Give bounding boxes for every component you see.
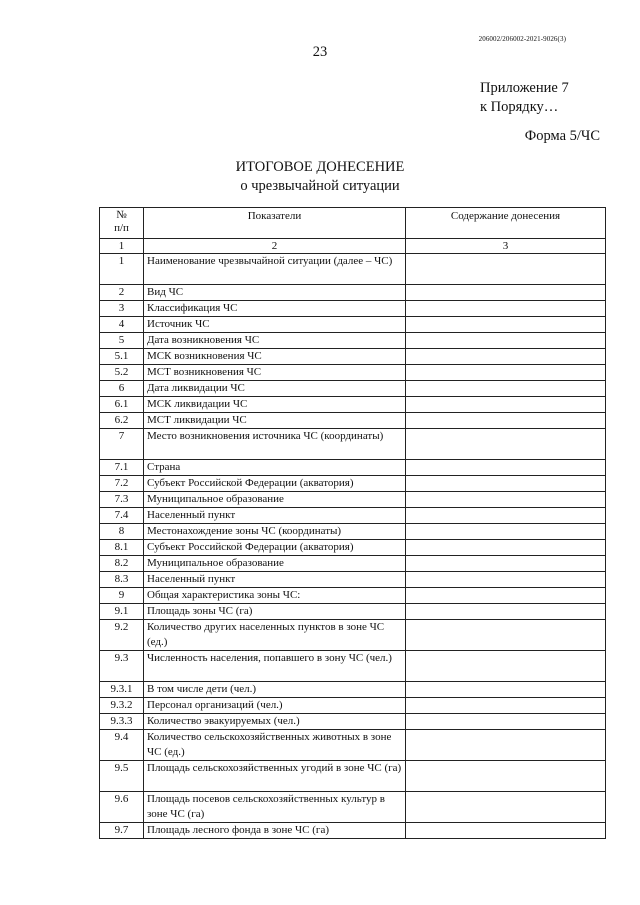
row-content[interactable] xyxy=(406,604,606,620)
row-indicator: Страна xyxy=(144,460,406,476)
table-row xyxy=(100,524,606,540)
row-content[interactable] xyxy=(406,333,606,349)
row-content[interactable] xyxy=(406,792,606,823)
row-indicator: Персонал организаций (чел.) xyxy=(144,698,406,714)
row-content[interactable] xyxy=(406,761,606,792)
report-table xyxy=(99,207,606,839)
row-number: 9.5 xyxy=(100,761,144,792)
table-row xyxy=(100,349,606,365)
table-row xyxy=(100,285,606,301)
row-number: 8 xyxy=(100,524,144,540)
row-content[interactable] xyxy=(406,349,606,365)
table-row xyxy=(100,651,606,682)
column-number-row xyxy=(100,239,606,254)
table-row xyxy=(100,620,606,651)
row-number: 8.3 xyxy=(100,572,144,588)
table-row xyxy=(100,413,606,429)
table-row xyxy=(100,572,606,588)
table-row xyxy=(100,604,606,620)
row-content[interactable] xyxy=(406,301,606,317)
header-number-line-1: № xyxy=(116,209,127,221)
row-number: 7.1 xyxy=(100,460,144,476)
row-indicator: Населенный пункт xyxy=(144,508,406,524)
row-indicator: Дата ликвидации ЧС xyxy=(144,381,406,397)
table-row xyxy=(100,540,606,556)
row-indicator: Количество других населенных пунктов в зоне ЧС (ед.) xyxy=(144,620,406,651)
row-indicator: МСК ликвидации ЧС xyxy=(144,397,406,413)
row-content[interactable] xyxy=(406,572,606,588)
row-content[interactable] xyxy=(406,476,606,492)
document-id: 206002/206002-2021-9026(3) xyxy=(478,35,566,43)
table-row xyxy=(100,301,606,317)
row-content[interactable] xyxy=(406,381,606,397)
row-number: 9.2 xyxy=(100,620,144,651)
row-indicator: Субъект Российской Федерации (акватория) xyxy=(144,540,406,556)
row-indicator: МСТ ликвидации ЧС xyxy=(144,413,406,429)
row-indicator: Площадь зоны ЧС (га) xyxy=(144,604,406,620)
row-content[interactable] xyxy=(406,588,606,604)
appendix-line-2: к Порядку… xyxy=(480,99,559,115)
row-content[interactable] xyxy=(406,823,606,839)
row-indicator: Площадь лесного фонда в зоне ЧС (га) xyxy=(144,823,406,839)
row-content[interactable] xyxy=(406,492,606,508)
table-row xyxy=(100,508,606,524)
row-indicator: Площадь посевов сельскохозяйственных культур в зоне ЧС (га) xyxy=(144,792,406,823)
table-row xyxy=(100,397,606,413)
row-number: 9.1 xyxy=(100,604,144,620)
row-indicator: МСТ возникновения ЧС xyxy=(144,365,406,381)
row-number: 4 xyxy=(100,317,144,333)
row-number: 5.2 xyxy=(100,365,144,381)
row-number: 7 xyxy=(100,429,144,460)
row-number: 9.3.3 xyxy=(100,714,144,730)
row-content[interactable] xyxy=(406,317,606,333)
table-row xyxy=(100,492,606,508)
table-row xyxy=(100,556,606,572)
row-indicator: Муниципальное образование xyxy=(144,556,406,572)
row-number: 9 xyxy=(100,588,144,604)
row-content[interactable] xyxy=(406,556,606,572)
row-indicator: Численность населения, попавшего в зону ЧС (чел.) xyxy=(144,651,406,682)
document-title xyxy=(0,158,640,196)
row-content[interactable] xyxy=(406,460,606,476)
table-row xyxy=(100,365,606,381)
header-number xyxy=(100,208,144,239)
row-number: 9.7 xyxy=(100,823,144,839)
row-content[interactable] xyxy=(406,540,606,556)
table-row xyxy=(100,714,606,730)
appendix-block xyxy=(480,79,569,117)
row-content[interactable] xyxy=(406,413,606,429)
table-row xyxy=(100,730,606,761)
table-row xyxy=(100,761,606,792)
row-indicator: Местонахождение зоны ЧС (координаты) xyxy=(144,524,406,540)
header-content: Содержание донесения xyxy=(406,208,606,239)
row-indicator: Населенный пункт xyxy=(144,572,406,588)
row-content[interactable] xyxy=(406,429,606,460)
row-indicator: Наименование чрезвычайной ситуации (далее – ЧС) xyxy=(144,254,406,285)
row-number: 1 xyxy=(100,254,144,285)
row-content[interactable] xyxy=(406,397,606,413)
page-number: 23 xyxy=(312,44,328,60)
row-number: 6.1 xyxy=(100,397,144,413)
row-content[interactable] xyxy=(406,524,606,540)
row-number: 7.4 xyxy=(100,508,144,524)
title-line-2: о чрезвычайной ситуации xyxy=(240,178,400,194)
row-content[interactable] xyxy=(406,285,606,301)
table-row xyxy=(100,792,606,823)
form-label: Форма 5/ЧС xyxy=(524,128,600,144)
row-indicator: Классификация ЧС xyxy=(144,301,406,317)
row-indicator: Место возникновения источника ЧС (координаты) xyxy=(144,429,406,460)
row-number: 6.2 xyxy=(100,413,144,429)
title-line-1: ИТОГОВОЕ ДОНЕСЕНИЕ xyxy=(235,159,405,175)
row-indicator: Дата возникновения ЧС xyxy=(144,333,406,349)
row-number: 5.1 xyxy=(100,349,144,365)
row-indicator: Субъект Российской Федерации (акватория) xyxy=(144,476,406,492)
row-content[interactable] xyxy=(406,254,606,285)
row-number: 7.3 xyxy=(100,492,144,508)
table-row xyxy=(100,476,606,492)
header-number-line-2: п/п xyxy=(114,222,129,234)
header-indicators: Показатели xyxy=(144,208,406,239)
row-number: 6 xyxy=(100,381,144,397)
table-row xyxy=(100,381,606,397)
table-row xyxy=(100,333,606,349)
column-number-3: 3 xyxy=(406,239,606,254)
row-content[interactable] xyxy=(406,620,606,651)
row-indicator: Количество эвакуируемых (чел.) xyxy=(144,714,406,730)
table-row xyxy=(100,460,606,476)
row-content[interactable] xyxy=(406,714,606,730)
row-number: 7.2 xyxy=(100,476,144,492)
row-indicator: Количество сельскохозяйственных животных в зоне ЧС (ед.) xyxy=(144,730,406,761)
row-indicator: Вид ЧС xyxy=(144,285,406,301)
row-content[interactable] xyxy=(406,682,606,698)
row-indicator: МСК возникновения ЧС xyxy=(144,349,406,365)
appendix-line-1: Приложение 7 xyxy=(480,80,569,96)
row-content[interactable] xyxy=(406,651,606,682)
row-number: 2 xyxy=(100,285,144,301)
row-number: 3 xyxy=(100,301,144,317)
row-number: 9.3.2 xyxy=(100,698,144,714)
table-row xyxy=(100,823,606,839)
row-number: 8.2 xyxy=(100,556,144,572)
row-indicator: Муниципальное образование xyxy=(144,492,406,508)
row-number: 9.3 xyxy=(100,651,144,682)
row-content[interactable] xyxy=(406,365,606,381)
row-indicator: В том числе дети (чел.) xyxy=(144,682,406,698)
row-number: 9.4 xyxy=(100,730,144,761)
row-number: 8.1 xyxy=(100,540,144,556)
row-indicator: Общая характеристика зоны ЧС: xyxy=(144,588,406,604)
row-content[interactable] xyxy=(406,730,606,761)
table-row xyxy=(100,254,606,285)
row-content[interactable] xyxy=(406,508,606,524)
row-content[interactable] xyxy=(406,698,606,714)
table-row xyxy=(100,429,606,460)
column-number-2: 2 xyxy=(144,239,406,254)
table-row xyxy=(100,682,606,698)
row-number: 9.6 xyxy=(100,792,144,823)
table-row xyxy=(100,317,606,333)
row-indicator: Источник ЧС xyxy=(144,317,406,333)
table-row xyxy=(100,698,606,714)
table-row xyxy=(100,588,606,604)
row-indicator: Площадь сельскохозяйственных угодий в зоне ЧС (га) xyxy=(144,761,406,792)
row-number: 5 xyxy=(100,333,144,349)
table-header-row xyxy=(100,208,606,239)
column-number-1: 1 xyxy=(100,239,144,254)
row-number: 9.3.1 xyxy=(100,682,144,698)
